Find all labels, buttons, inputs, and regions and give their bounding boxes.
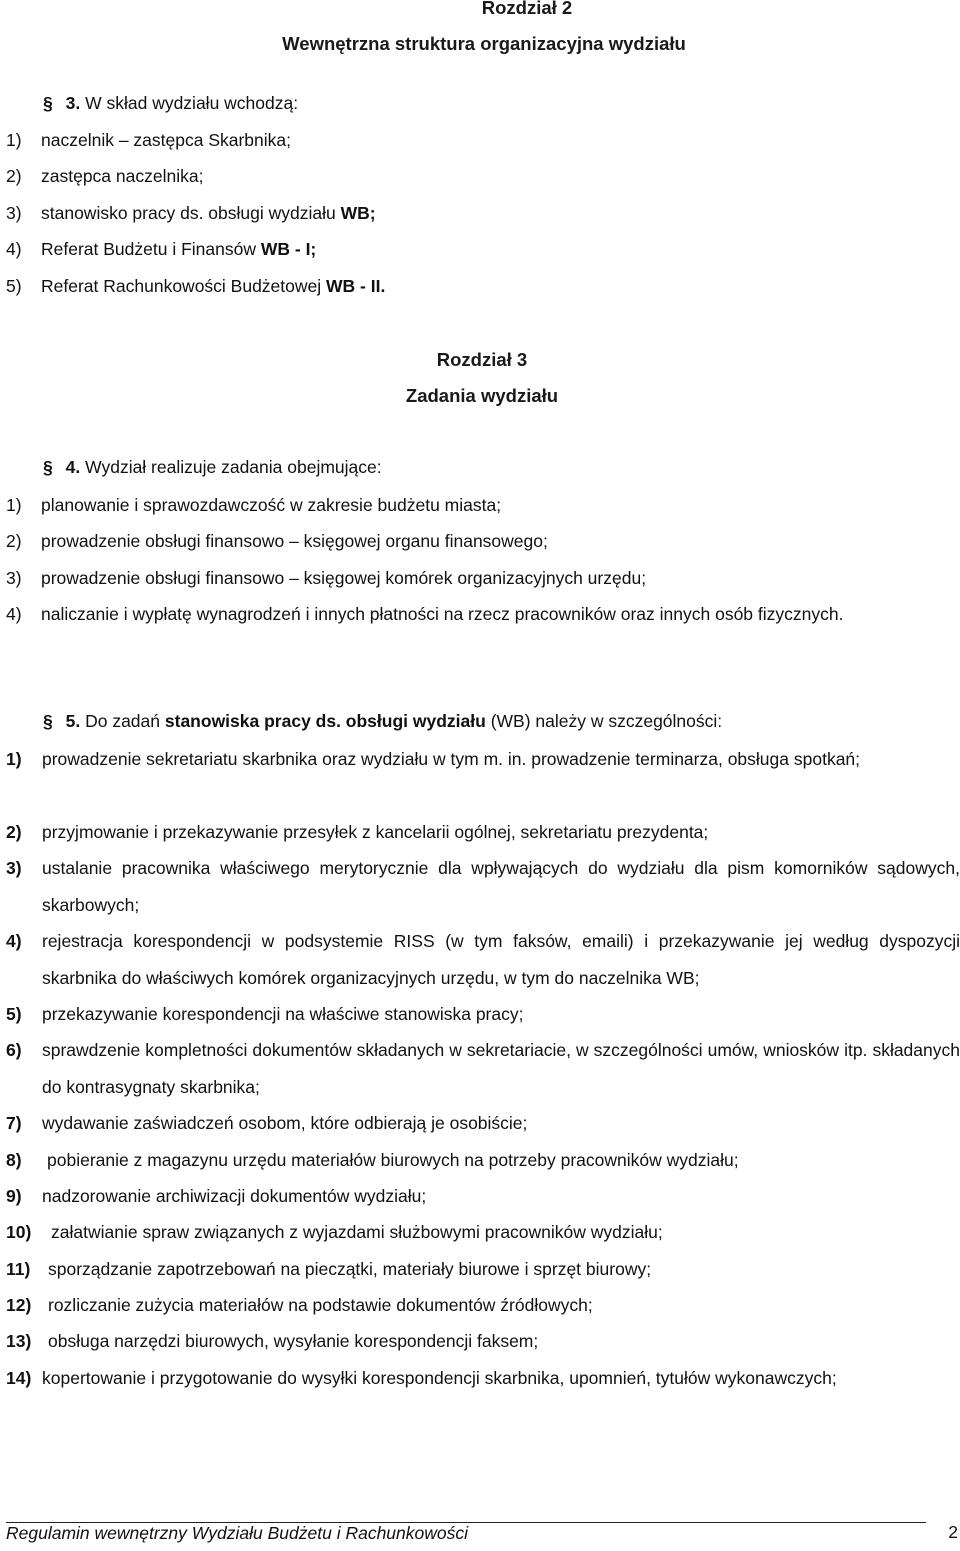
item-number: 9)	[6, 1186, 22, 1206]
item-number: 10)	[6, 1222, 32, 1242]
item-text: prowadzenie obsługi finansowo – księgowej komórek organizacyjnych urzędu;	[41, 568, 647, 588]
chapter-2-title: Rozdział 2	[481, 0, 573, 18]
item-code: WB - II.	[326, 276, 386, 296]
item-text: Referat Rachunkowości Budżetowej	[41, 276, 322, 296]
list-item	[6, 1287, 960, 1324]
list-item	[6, 1178, 960, 1215]
item-text: prowadzenie sekretariatu skarbnika oraz wydziału w tym m. in. prowadzenie terminarza, obsługa spotkań;	[42, 749, 861, 769]
paragraph-lead-pre: Do zadań	[85, 711, 161, 731]
item-text: załatwianie spraw związanych z wyjazdami służbowymi pracowników wydziału;	[51, 1222, 663, 1242]
paragraph-5-heading	[43, 711, 722, 732]
section-sign: §	[43, 93, 53, 113]
item-code: WB - I;	[260, 239, 317, 259]
item-text: nadzorowanie archiwizacji dokumentów wydziału;	[42, 1186, 427, 1206]
paragraph-number: 5.	[65, 711, 81, 731]
item-number: 8)	[6, 1150, 22, 1170]
item-text: prowadzenie obsługi finansowo – księgowej organu finansowego;	[41, 531, 548, 551]
list-item	[6, 1323, 960, 1360]
item-number: 5)	[6, 1004, 22, 1024]
list-item	[6, 158, 960, 195]
list-item	[6, 268, 960, 305]
item-number: 6)	[6, 1040, 22, 1060]
list-item	[6, 1360, 960, 1397]
item-number: 3)	[6, 203, 22, 223]
item-number: 4)	[6, 931, 22, 951]
item-number: 4)	[6, 604, 22, 624]
item-text: przyjmowanie i przekazywanie przesyłek z kancelarii ogólnej, sekretariatu prezydenta;	[42, 822, 709, 842]
item-text-wrap	[41, 268, 960, 305]
item-text: rozliczanie zużycia materiałów na podstawie dokumentów źródłowych;	[48, 1295, 593, 1315]
item-number: 4)	[6, 239, 22, 259]
chapter-2-subtitle: Wewnętrzna struktura organizacyjna wydziału	[282, 33, 686, 54]
item-text: rejestracja korespondencji w podsystemie RISS (w tym faksów, emaili) i przekazywanie jej według dyspozycji skarbnika do właściwych komórek organizacyjnych urzędu, w tym do naczelnika WB;	[42, 931, 960, 988]
item-number: 1)	[6, 130, 22, 150]
list-item	[6, 814, 960, 851]
list-item	[6, 122, 960, 159]
item-text: obsługa narzędzi biurowych, wysyłanie korespondencji faksem;	[48, 1331, 539, 1351]
item-text: wydawanie zaświadczeń osobom, które odbierają je osobiście;	[42, 1113, 528, 1133]
item-text: pobieranie z magazynu urzędu materiałów biurowych na potrzeby pracowników wydziału;	[47, 1150, 739, 1170]
item-text: ustalanie pracownika właściwego merytorycznie dla wpływających do wydziału dla pism komorników sądowych, skarbowych;	[42, 858, 960, 915]
list-item	[6, 1214, 960, 1251]
list-item	[6, 560, 960, 597]
chapter-3-title: Rozdział 3	[436, 349, 528, 370]
item-text: zastępca naczelnika;	[41, 166, 204, 186]
list-item	[6, 1251, 960, 1288]
footer-title: Regulamin wewnętrzny Wydziału Budżetu i Rachunkowości	[6, 1523, 469, 1543]
item-text: planowanie i sprawozdawczość w zakresie budżetu miasta;	[41, 495, 502, 515]
list-item	[6, 850, 960, 923]
paragraph-number: 4.	[65, 457, 81, 477]
item-number: 2)	[6, 166, 22, 186]
paragraph-number: 3.	[65, 93, 81, 113]
list-item	[6, 741, 960, 778]
page-number: 2	[948, 1522, 958, 1542]
item-number: 12)	[6, 1295, 32, 1315]
list-item	[6, 996, 960, 1033]
paragraph-lead-bold: stanowiska pracy ds. obsługi wydziału	[164, 711, 486, 731]
chapter-3-subtitle: Zadania wydziału	[405, 385, 559, 406]
item-number: 5)	[6, 276, 22, 296]
paragraph-4-heading	[43, 457, 382, 478]
item-number: 3)	[6, 858, 22, 878]
item-text: naliczanie i wypłatę wynagrodzeń i innych płatności na rzecz pracowników oraz innych osób fizycznych.	[41, 604, 844, 624]
item-text-wrap	[41, 231, 960, 268]
item-text: przekazywanie korespondencji na właściwe stanowiska pracy;	[42, 1004, 524, 1024]
paragraph-3-heading	[43, 93, 298, 114]
list-item	[6, 923, 960, 996]
item-number: 1)	[6, 495, 22, 515]
item-text: naczelnik – zastępca Skarbnika;	[41, 130, 291, 150]
list-item	[6, 487, 960, 524]
item-number: 13)	[6, 1331, 32, 1351]
section-sign: §	[43, 711, 53, 731]
item-text: stanowisko pracy ds. obsługi wydziału	[41, 203, 336, 223]
list-item	[6, 231, 960, 268]
paragraph-lead: W skład wydziału wchodzą:	[85, 93, 299, 113]
paragraph-lead: Wydział realizuje zadania obejmujące:	[85, 457, 382, 477]
item-number: 2)	[6, 531, 22, 551]
item-text-wrap	[41, 195, 960, 232]
list-item	[6, 195, 960, 232]
list-item	[6, 596, 960, 633]
item-text: sprawdzenie kompletności dokumentów składanych w sekretariacie, w szczególności umów, wniosków itp. składanych do kontrasygnaty skarbnika;	[42, 1040, 960, 1097]
item-number: 3)	[6, 568, 22, 588]
item-text: Referat Budżetu i Finansów	[41, 239, 256, 259]
item-code: WB;	[340, 203, 376, 223]
item-number: 7)	[6, 1113, 22, 1133]
item-number: 1)	[6, 749, 22, 769]
item-number: 2)	[6, 822, 22, 842]
list-item	[6, 1032, 960, 1105]
item-number: 14)	[6, 1368, 32, 1388]
list-item	[6, 1105, 960, 1142]
list-item	[6, 1142, 960, 1179]
list-item	[6, 523, 960, 560]
item-text: kopertowanie i przygotowanie do wysyłki korespondencji skarbnika, upomnień, tytułów wykonawczych;	[42, 1368, 837, 1388]
paragraph-lead-post: (WB) należy w szczególności:	[490, 711, 723, 731]
item-number: 11)	[6, 1259, 31, 1279]
item-text: sporządzanie zapotrzebowań na pieczątki, materiały biurowe i sprzęt biurowy;	[48, 1259, 652, 1279]
section-sign: §	[43, 457, 53, 477]
